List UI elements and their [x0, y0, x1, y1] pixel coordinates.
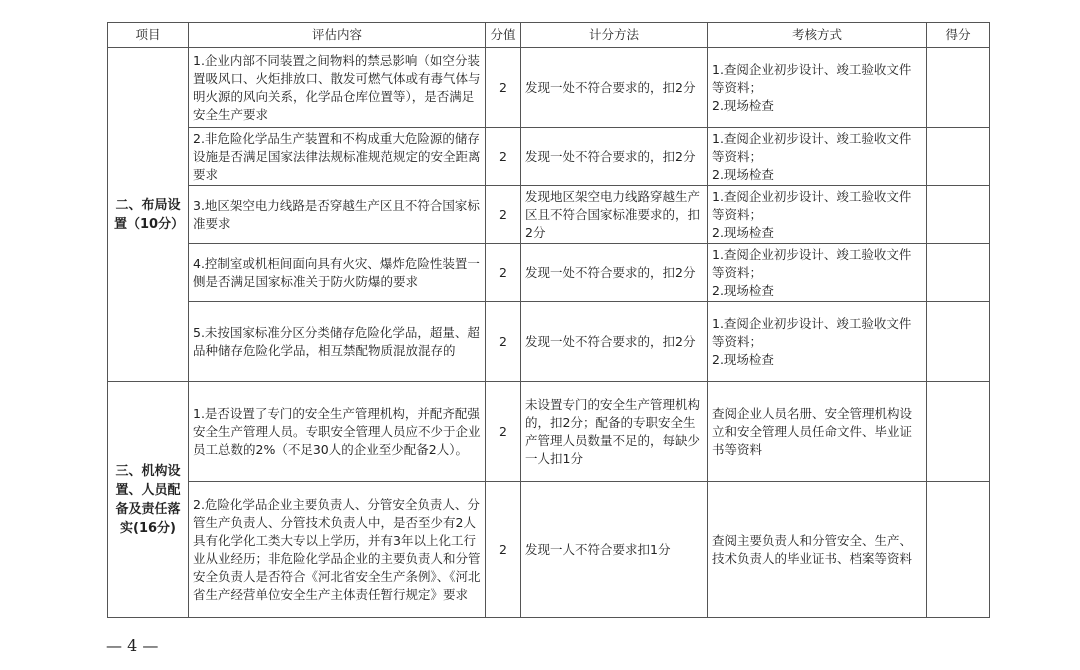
content-cell: 2.危险化学品企业主要负责人、分管安全负责人、分管生产负责人、分管技术负责人中，是否至少有2人具有化学化工类大专以上学历，并有3年以上化工行业从业经历；非危险化学品企业的主要负责人和分管安全负责人是否符合《河北省安全生产条例》、《河北省生产经营单位安全生产主体责任暂行规定》要求: [189, 482, 486, 618]
table-row: [108, 302, 990, 382]
content-cell: 3.地区架空电力线路是否穿越生产区且不符合国家标准要求: [189, 186, 486, 244]
category-layout: 二、布局设置（10分）: [108, 48, 189, 382]
score-cell: 2: [486, 128, 521, 186]
category-organization: 三、机构设置、人员配备及责任落实(16分): [108, 382, 189, 618]
content-cell: 1.是否设置了专门的安全生产管理机构，并配齐配强安全生产管理人员。专职安全管理人员应不少于企业员工总数的2%（不足30人的企业至少配备2人）。: [189, 382, 486, 482]
result-cell: [927, 48, 990, 128]
assessment-cell: 1.查阅企业初步设计、竣工验收文件等资料； 2.现场检查: [708, 244, 927, 302]
method-cell: 发现一处不符合要求的，扣2分: [521, 128, 708, 186]
assessment-cell: 1.查阅企业初步设计、竣工验收文件等资料； 2.现场检查: [708, 302, 927, 382]
table-row: [108, 128, 990, 186]
assessment-cell: 1.查阅企业初步设计、竣工验收文件等资料； 2.现场检查: [708, 128, 927, 186]
table-header-row: [108, 23, 990, 48]
score-cell: 2: [486, 382, 521, 482]
table-row: [108, 382, 990, 482]
method-cell: 未设置专门的安全生产管理机构的，扣2分；配备的专职安全生产管理人员数量不足的，每缺少一人扣1分: [521, 382, 708, 482]
result-cell: [927, 186, 990, 244]
assessment-table: [107, 22, 990, 618]
result-cell: [927, 128, 990, 186]
content-cell: 2.非危险化学品生产装置和不构成重大危险源的储存设施是否满足国家法律法规标准规范规定的安全距离要求: [189, 128, 486, 186]
page-number: — 4 —: [106, 636, 159, 655]
content-cell: 5.未按国家标准分区分类储存危险化学品，超量、超品种储存危险化学品，相互禁配物质混放混存的: [189, 302, 486, 382]
assessment-cell: 1.查阅企业初步设计、竣工验收文件等资料； 2.现场检查: [708, 186, 927, 244]
header-result: 得分: [927, 23, 990, 48]
method-cell: 发现一人不符合要求扣1分: [521, 482, 708, 618]
content-cell: 4.控制室或机柜间面向具有火灾、爆炸危险性装置一侧是否满足国家标准关于防火防爆的要求: [189, 244, 486, 302]
table-row: [108, 186, 990, 244]
header-method: 计分方法: [521, 23, 708, 48]
method-cell: 发现地区架空电力线路穿越生产区且不符合国家标准要求的，扣2分: [521, 186, 708, 244]
result-cell: [927, 482, 990, 618]
score-cell: 2: [486, 302, 521, 382]
header-item: 项目: [108, 23, 189, 48]
assessment-cell: 查阅主要负责人和分管安全、生产、技术负责人的毕业证书、档案等资料: [708, 482, 927, 618]
result-cell: [927, 244, 990, 302]
method-cell: 发现一处不符合要求的，扣2分: [521, 302, 708, 382]
result-cell: [927, 302, 990, 382]
content-cell: 1.企业内部不同装置之间物料的禁忌影响（如空分装置吸风口、火炬排放口、散发可燃气体或有毒气体与明火源的风向关系，化学品仓库位置等），是否满足安全生产要求: [189, 48, 486, 128]
score-cell: 2: [486, 244, 521, 302]
score-cell: 2: [486, 482, 521, 618]
table-row: [108, 48, 990, 128]
assessment-cell: 查阅企业人员名册、安全管理机构设立和安全管理人员任命文件、毕业证书等资料: [708, 382, 927, 482]
assessment-cell: 1.查阅企业初步设计、竣工验收文件等资料； 2.现场检查: [708, 48, 927, 128]
score-cell: 2: [486, 48, 521, 128]
header-assessment: 考核方式: [708, 23, 927, 48]
method-cell: 发现一处不符合要求的，扣2分: [521, 244, 708, 302]
result-cell: [927, 382, 990, 482]
method-cell: 发现一处不符合要求的，扣2分: [521, 48, 708, 128]
table-row: [108, 244, 990, 302]
header-content: 评估内容: [189, 23, 486, 48]
table-row: [108, 482, 990, 618]
header-score: 分值: [486, 23, 521, 48]
score-cell: 2: [486, 186, 521, 244]
